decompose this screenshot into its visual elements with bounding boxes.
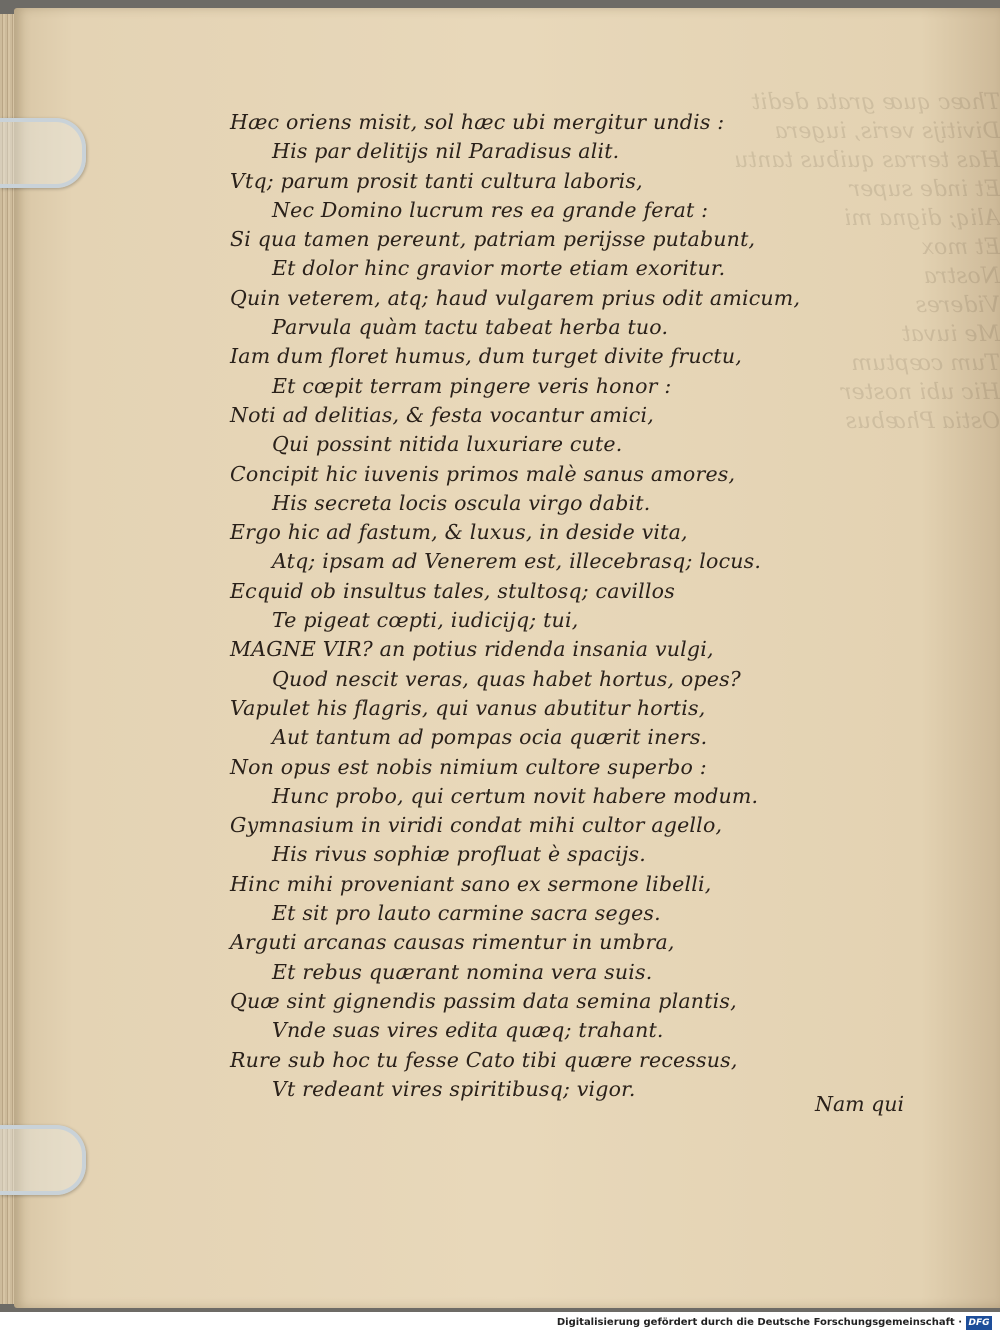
poem-line: Aut tantum ad pompas ocia quærit iners. bbox=[272, 725, 708, 750]
poem-line: His secreta locis oscula virgo dabit. bbox=[272, 490, 651, 515]
poem-line: Vt redeant vires spiritibusq; vigor. bbox=[272, 1076, 636, 1101]
poem-line: Qui possint nitida luxuriare cute. bbox=[272, 432, 623, 457]
digitization-footer bbox=[0, 1312, 1000, 1335]
poem-line: Te pigeat cœpti, iudicijq; tui, bbox=[272, 608, 579, 633]
poem-line: His rivus sophiæ profluat è spacijs. bbox=[272, 842, 646, 867]
poem-line: Vapulet his flagris, qui vanus abutitur hortis, bbox=[230, 695, 706, 720]
poem-line: Hunc probo, qui certum novit habere modum. bbox=[272, 783, 759, 808]
poem-line: Noti ad delitias, & festa vocantur amici, bbox=[230, 402, 654, 427]
funding-credit: Digitalisierung gefördert durch die Deutsche Forschungsgemeinschaft · bbox=[556, 1317, 962, 1328]
poem-line: Concipit hic iuvenis primos malè sanus amores, bbox=[230, 461, 736, 486]
poem-line: Et sit pro lauto carmine sacra seges. bbox=[272, 901, 661, 926]
poem-line: Iam dum floret humus, dum turget divite fructu, bbox=[230, 344, 742, 369]
poem-line: Ecquid ob insultus tales, stultosq; cavillos bbox=[230, 578, 675, 603]
poem-line: Quod nescit veras, quas habet hortus, opes? bbox=[272, 666, 741, 691]
bleed-through-text: Thæc quæ grata dedit Divitijs veris, iugera Has terras quibus tantu Et inde super Aliq; digna mi Et mox Nostra Videres Me iuvat Tum cœptum Hic ubi noster Ostia Phæbus bbox=[734, 90, 1000, 434]
poem-line: Nec Domino lucrum res ea grande ferat : bbox=[272, 197, 709, 222]
poem-line: Si qua tamen pereunt, patriam perijsse putabunt, bbox=[230, 227, 756, 252]
paper-clip-bottom bbox=[0, 1125, 86, 1195]
poem-line: Et dolor hinc gravior morte etiam exoritur. bbox=[272, 256, 726, 281]
poem-line: His par delitijs nil Paradisus alit. bbox=[272, 139, 620, 164]
poem-line: Ergo hic ad fastum, & luxus, in deside vita, bbox=[230, 520, 688, 545]
poem-line: Vtq; parum prosit tanti cultura laboris, bbox=[230, 168, 643, 193]
poem-text bbox=[230, 108, 950, 1104]
page-stack-edge bbox=[0, 14, 14, 1304]
dfg-logo-icon: DFG bbox=[966, 1316, 992, 1330]
poem-line: Et cœpit terram pingere veris honor : bbox=[272, 373, 672, 398]
poem-line: Gymnasium in viridi condat mihi cultor agello, bbox=[230, 813, 723, 838]
poem-line: Rure sub hoc tu fesse Cato tibi quære recessus, bbox=[230, 1047, 738, 1072]
poem-line: Arguti arcanas causas rimentur in umbra, bbox=[230, 930, 675, 955]
poem-line: Parvula quàm tactu tabeat herba tuo. bbox=[272, 315, 669, 340]
poem-line: Hinc mihi proveniant sano ex sermone libelli, bbox=[230, 871, 712, 896]
poem-line: Atq; ipsam ad Venerem est, illecebrasq; locus. bbox=[272, 549, 762, 574]
poem-line: Non opus est nobis nimium cultore superbo : bbox=[230, 754, 707, 779]
poem-line: Hæc oriens misit, sol hæc ubi mergitur undis : bbox=[230, 110, 725, 134]
paper-clip-top bbox=[0, 118, 86, 188]
poem-line: Quæ sint gignendis passim data semina plantis, bbox=[230, 988, 737, 1013]
catchword: Nam qui bbox=[815, 1092, 904, 1116]
poem-line: Quin veterem, atq; haud vulgarem prius odit amicum, bbox=[230, 285, 801, 310]
poem-line: Et rebus quærant nomina vera suis. bbox=[272, 959, 653, 984]
poem-line: Vnde suas vires edita quæq; trahant. bbox=[272, 1018, 664, 1043]
poem-line: MAGNE VIR? an potius ridenda insania vulgi, bbox=[230, 637, 714, 662]
